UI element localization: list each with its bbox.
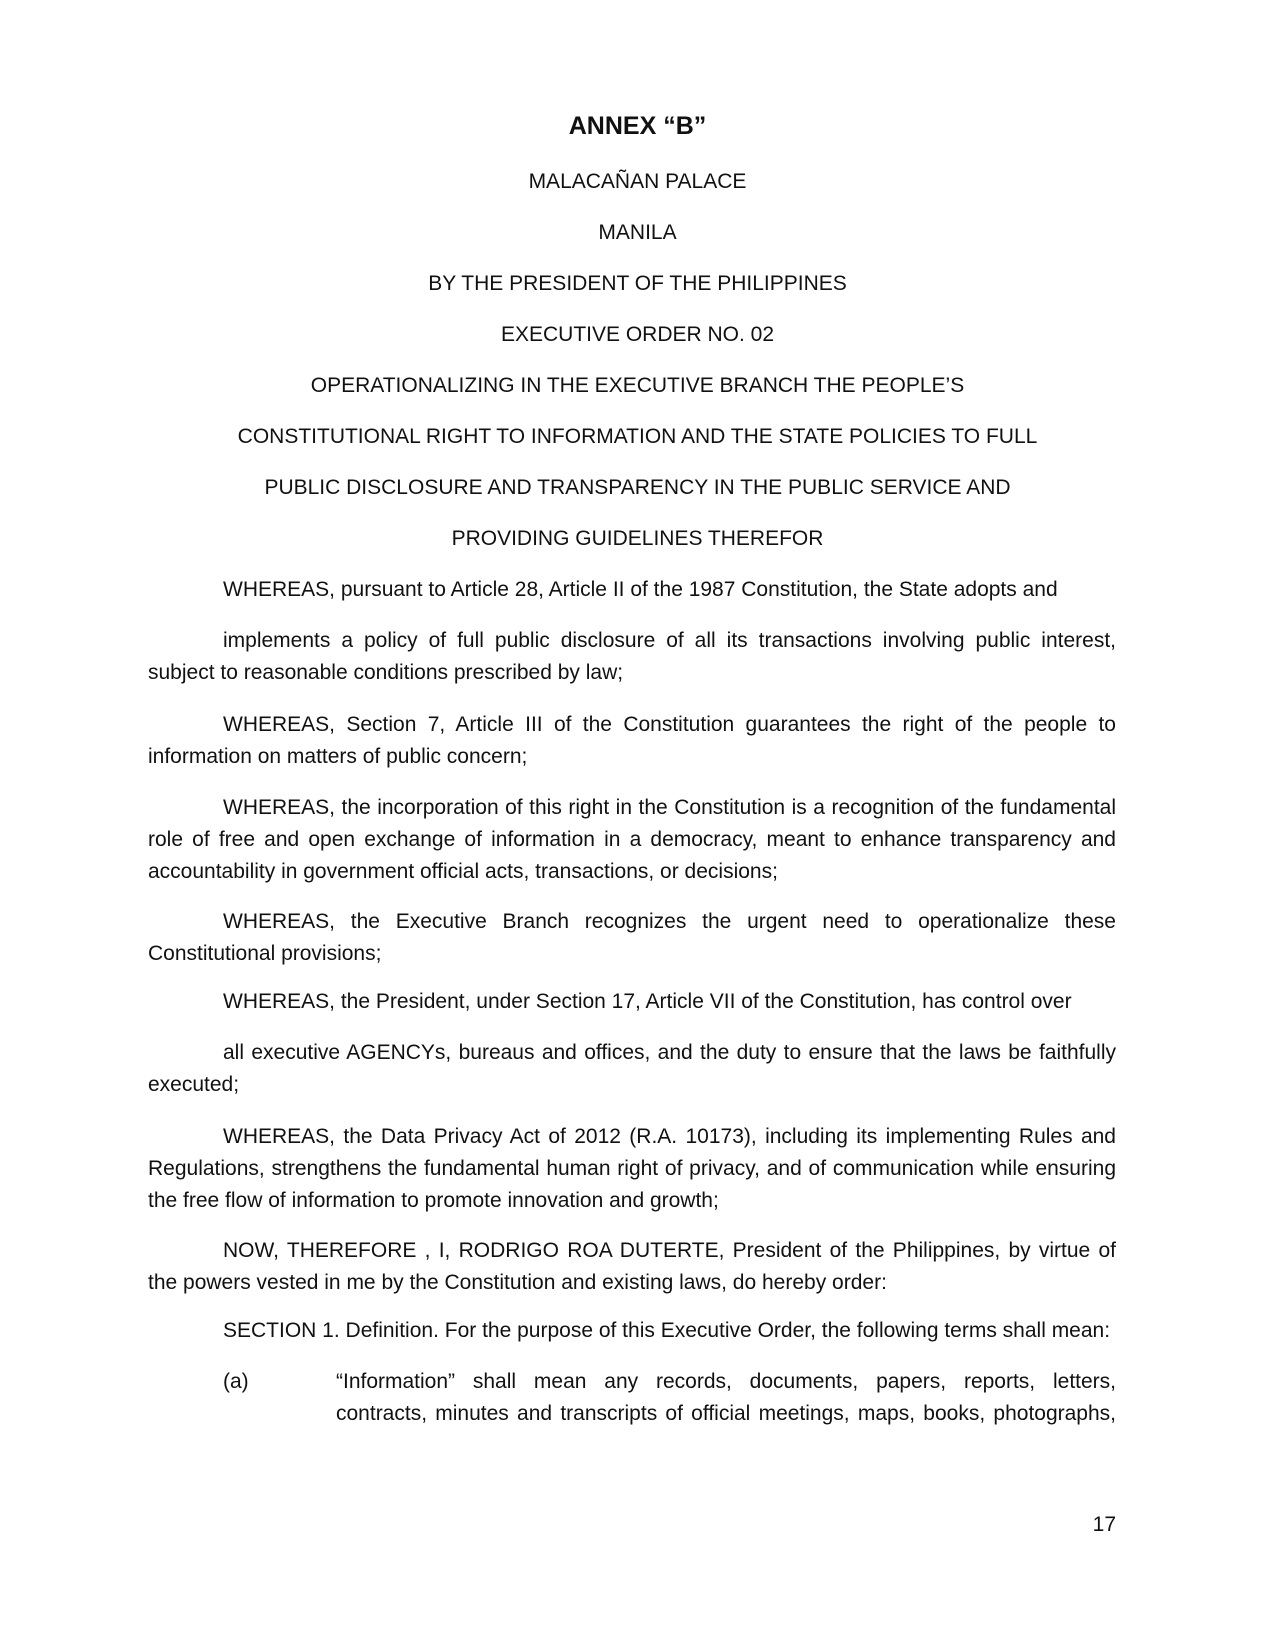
now-therefore-clause: NOW, THEREFORE , I, RODRIGO ROA DUTERTE, President of the Philippines, by virtue of the powers vested in me by the Constitution and existing laws, do hereby order: <box>148 1239 1116 1294</box>
annex-heading: ANNEX “B” <box>568 112 707 140</box>
palace-line: MALACAÑAN PALACE <box>528 170 747 193</box>
by-line: BY THE PRESIDENT OF THE PHILIPPINES <box>428 272 847 295</box>
order-title-line-3: PUBLIC DISCLOSURE AND TRANSPARENCY IN THE PUBLIC SERVICE AND <box>264 476 1011 499</box>
whereas-1-continuation: implements a policy of full public disclosure of all its transactions involving public interest, subject to reasonable conditions prescribed by law; <box>148 629 1116 684</box>
whereas-5-continuation: all executive AGENCYs, bureaus and offices, and the duty to ensure that the laws be faithfully executed; <box>148 1041 1116 1096</box>
page-number: 17 <box>1092 1513 1116 1536</box>
whereas-5-first-line: WHEREAS, the President, under Section 17, Article VII of the Constitution, has control over <box>223 990 1072 1013</box>
order-title-line-1: OPERATIONALIZING IN THE EXECUTIVE BRANCH THE PEOPLE’S <box>310 374 965 397</box>
whereas-4: WHEREAS, the Executive Branch recognizes the urgent need to operationalize these Constitutional provisions; <box>148 910 1116 965</box>
item-a-text: “Information” shall mean any records, documents, papers, reports, letters, contracts, minutes and transcripts of official meetings, maps, books, photographs, <box>336 1370 1116 1425</box>
city-line: MANILA <box>598 221 677 244</box>
whereas-6: WHEREAS, the Data Privacy Act of 2012 (R.A. 10173), including its implementing Rules and Regulations, strengthens the fundamental human right of privacy, and of communication while ensuring the free flow of information to promote innovation and growth; <box>148 1125 1116 1212</box>
section-1-heading: SECTION 1. Definition. For the purpose of this Executive Order, the following terms shall mean: <box>223 1319 1111 1342</box>
order-number: EXECUTIVE ORDER NO. 02 <box>500 323 775 346</box>
whereas-3: WHEREAS, the incorporation of this right in the Constitution is a recognition of the fundamental role of free and open exchange of information in a democracy, meant to enhance transparency and accountability in government official acts, transactions, or decisions; <box>148 796 1116 883</box>
whereas-1-first-line: WHEREAS, pursuant to Article 28, Article II of the 1987 Constitution, the State adopts and <box>223 578 1058 601</box>
order-title-line-4: PROVIDING GUIDELINES THEREFOR <box>451 527 824 550</box>
whereas-2: WHEREAS, Section 7, Article III of the Constitution guarantees the right of the people to information on matters of public concern; <box>148 713 1116 768</box>
item-a-label: (a) <box>223 1370 249 1393</box>
order-title-line-2: CONSTITUTIONAL RIGHT TO INFORMATION AND THE STATE POLICIES TO FULL <box>237 425 1038 448</box>
